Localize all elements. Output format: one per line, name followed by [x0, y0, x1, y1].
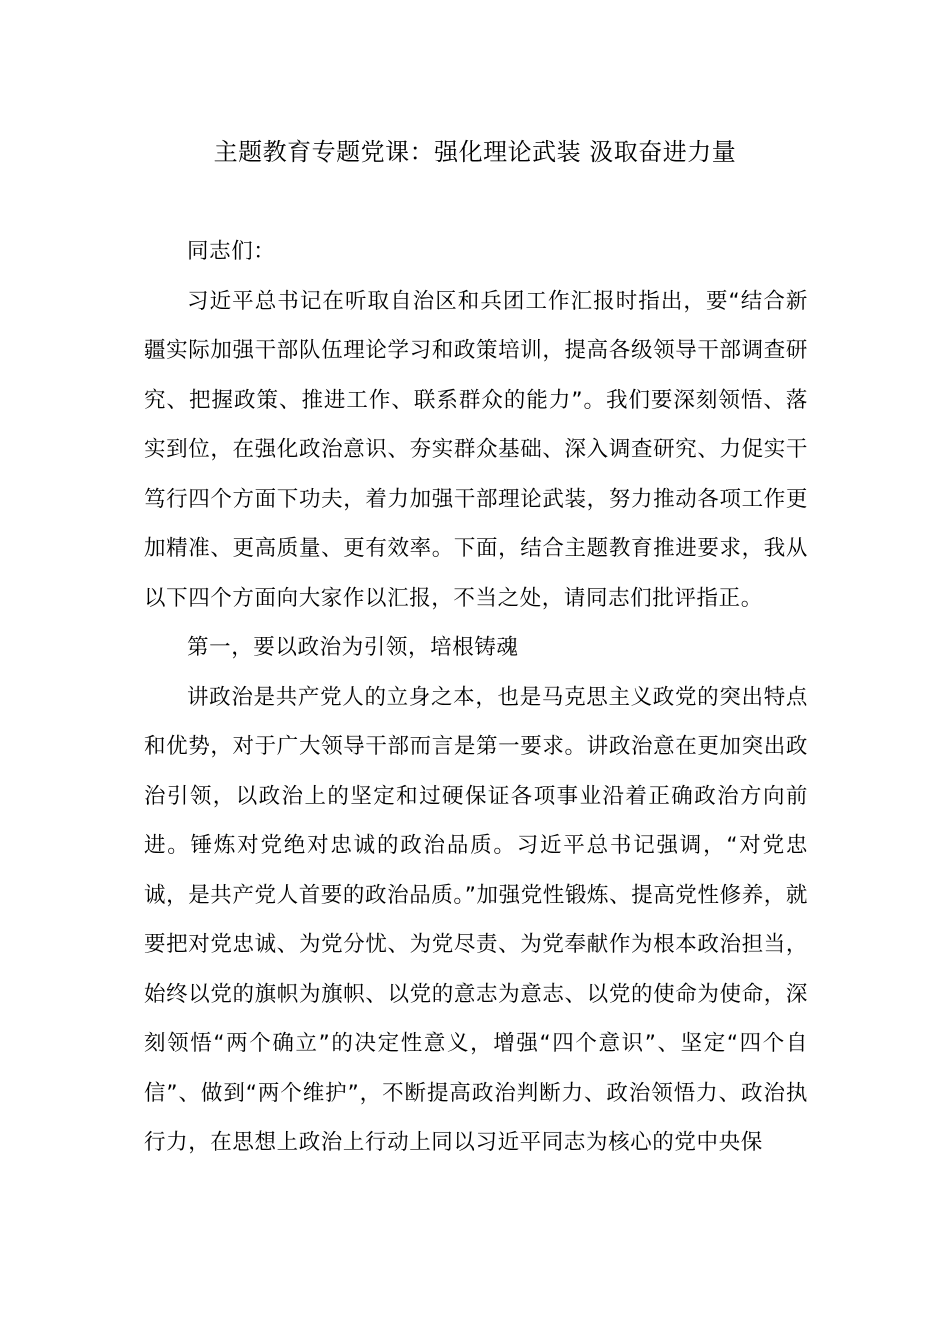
document-body [144, 227, 808, 1168]
salutation-paragraph: 同志们： [187, 239, 276, 264]
body-paragraph: 讲政治是共产党人的立身之本，也是马克思主义政党的突出特点和优势，对于广大领导干部而言是第一要求。讲政治意在更加突出政治引领，以政治上的坚定和过硬保证各项事业沿着正确政治方向前进。锤炼对党绝对忠诚的政治品质。习近平总书记强调，“对党忠诚，是共产党人首要的政治品质。”加强党性锻炼、提高党性修养，就要把对党忠诚、为党分忧、为党尽责、为党奉献作为根本政治担当，始终以党的旗帜为旗帜、以党的意志为意志、以党的使命为使命，深刻领悟“两个确立”的决定性意义，增强“四个意识”、坚定“四个自信”、做到“两个维护”，不断提高政治判断力、政治领悟力、政治执行力，在思想上政治上行动上同以习近平同志为核心的党中央保 [144, 684, 808, 1155]
intro-paragraph: 习近平总书记在听取自治区和兵团工作汇报时指出，要“结合新疆实际加强干部队伍理论学习和政策培训，提高各级领导干部调查研究、把握政策、推进工作、联系群众的能力”。我们要深刻领悟、落实到位，在强化政治意识、夯实群众基础、深入调查研究、力促实干笃行四个方面下功夫，着力加强干部理论武装，努力推动各项工作更加精准、更高质量、更有效率。下面，结合主题教育推进要求，我从以下四个方面向大家作以汇报，不当之处，请同志们批评指正。 [144, 288, 808, 611]
section-heading: 第一，要以政治为引领，培根铸魂 [187, 635, 519, 660]
document-title: 主题教育专题党课：强化理论武装 汲取奋进力量 [213, 138, 737, 166]
